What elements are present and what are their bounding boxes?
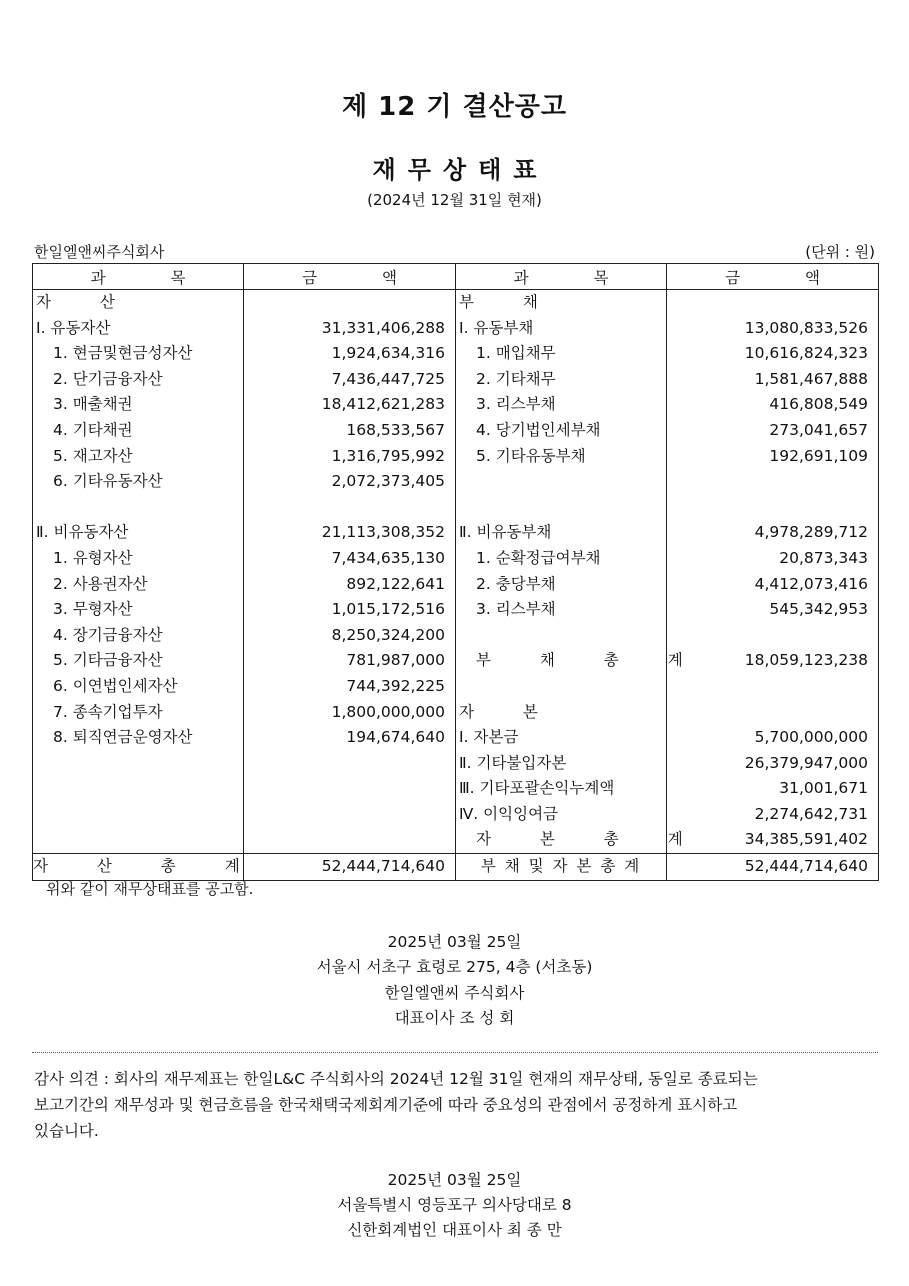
right-amount-cell: 13,080,833,526 xyxy=(667,316,879,342)
left-item-cell: 5. 재고자산 xyxy=(33,444,244,470)
total-liabilities-equity-label: 부 채 및 자 본 총 계 xyxy=(456,854,667,881)
left-item-cell xyxy=(33,827,244,853)
table-row xyxy=(33,751,879,777)
left-item-cell: 7. 종속기업투자 xyxy=(33,700,244,726)
left-item-cell: Ⅱ. 비유동자산 xyxy=(33,520,244,546)
left-item-cell: 4. 장기금융자산 xyxy=(33,623,244,649)
right-item-cell: Ⅱ. 비유동부채 xyxy=(456,520,667,546)
table-row xyxy=(33,546,879,572)
right-amount-cell: 10,616,824,323 xyxy=(667,341,879,367)
left-item-cell: 4. 기타채권 xyxy=(33,418,244,444)
right-amount-cell xyxy=(667,674,879,700)
right-item-cell: Ⅳ. 이익잉여금 xyxy=(456,802,667,828)
left-item-cell: Ⅰ. 유동자산 xyxy=(33,316,244,342)
as-of-date: (2024년 12월 31일 현재) xyxy=(367,191,542,209)
signature-company: 한일엘앤씨 주식회사 xyxy=(384,984,525,1002)
right-amount-cell: 20,873,343 xyxy=(667,546,879,572)
left-amount-cell: 7,434,635,130 xyxy=(244,546,456,572)
total-assets-label: 자 산 총 계 xyxy=(33,854,244,881)
audit-date: 2025년 03월 25일 xyxy=(387,1171,522,1189)
col-header-left-amount: 금 액 xyxy=(244,264,456,290)
left-amount-cell: 781,987,000 xyxy=(244,648,456,674)
left-amount-cell: 1,015,172,516 xyxy=(244,597,456,623)
right-item-cell: 부 채 총 계 xyxy=(456,648,667,674)
table-row xyxy=(33,290,879,316)
left-amount-cell xyxy=(244,827,456,853)
right-item-cell xyxy=(456,674,667,700)
table-header-row xyxy=(33,264,879,290)
table-row xyxy=(33,418,879,444)
right-amount-cell xyxy=(667,623,879,649)
right-item-cell: 5. 기타유동부채 xyxy=(456,444,667,470)
right-item-cell: 1. 순확정급여부채 xyxy=(456,546,667,572)
right-item-cell xyxy=(456,623,667,649)
right-amount-cell: 2,274,642,731 xyxy=(667,802,879,828)
col-header-right-item: 과 목 xyxy=(456,264,667,290)
left-item-cell: 3. 무형자산 xyxy=(33,597,244,623)
left-amount-cell: 21,113,308,352 xyxy=(244,520,456,546)
table-row xyxy=(33,648,879,674)
left-item-cell: 6. 기타유동자산 xyxy=(33,469,244,495)
left-item-cell: 2. 사용권자산 xyxy=(33,572,244,598)
right-amount-cell: 273,041,657 xyxy=(667,418,879,444)
signature-representative: 대표이사 조 성 회 xyxy=(394,1009,515,1027)
company-name: 한일엘앤씨주식회사 xyxy=(34,243,165,261)
left-amount-cell: 18,412,621,283 xyxy=(244,392,456,418)
right-item-cell xyxy=(456,495,667,521)
table-row xyxy=(33,520,879,546)
right-amount-cell: 34,385,591,402 xyxy=(667,827,879,853)
table-row xyxy=(33,469,879,495)
right-amount-cell: 545,342,953 xyxy=(667,597,879,623)
right-amount-cell: 5,700,000,000 xyxy=(667,725,879,751)
table-row xyxy=(33,316,879,342)
left-amount-cell: 1,924,634,316 xyxy=(244,341,456,367)
left-item-cell: 1. 현금및현금성자산 xyxy=(33,341,244,367)
left-item-cell: 자 산 xyxy=(33,290,244,316)
left-item-cell: 2. 단기금융자산 xyxy=(33,367,244,393)
right-item-cell: 3. 리스부채 xyxy=(456,597,667,623)
left-item-cell xyxy=(33,495,244,521)
left-amount-cell xyxy=(244,776,456,802)
left-amount-cell: 2,072,373,405 xyxy=(244,469,456,495)
left-item-cell: 3. 매출채권 xyxy=(33,392,244,418)
left-item-cell xyxy=(33,776,244,802)
table-row xyxy=(33,802,879,828)
signature-date: 2025년 03월 25일 xyxy=(387,933,522,951)
right-amount-cell: 4,978,289,712 xyxy=(667,520,879,546)
right-amount-cell xyxy=(667,700,879,726)
right-item-cell: 2. 기타채무 xyxy=(456,367,667,393)
table-row xyxy=(33,776,879,802)
left-amount-cell: 892,122,641 xyxy=(244,572,456,598)
table-row xyxy=(33,367,879,393)
auditor-firm: 신한회계법인 대표이사 최 종 만 xyxy=(347,1221,562,1239)
right-item-cell: 1. 매입채무 xyxy=(456,341,667,367)
total-assets-amount: 52,444,714,640 xyxy=(244,854,456,881)
right-amount-cell: 192,691,109 xyxy=(667,444,879,470)
audit-opinion-line: 감사 의견 : 회사의 재무제표는 한일L&C 주식회사의 2024년 12월 31일 현재의 재무상태, 동일로 종료되는 xyxy=(34,1070,758,1088)
right-item-cell xyxy=(456,469,667,495)
right-item-cell: 자 본 xyxy=(456,700,667,726)
right-item-cell: Ⅲ. 기타포괄손익누계액 xyxy=(456,776,667,802)
auditor-address: 서울특별시 영등포구 의사당대로 8 xyxy=(337,1196,572,1214)
left-amount-cell xyxy=(244,495,456,521)
table-row xyxy=(33,597,879,623)
right-amount-cell: 31,001,671 xyxy=(667,776,879,802)
left-item-cell: 6. 이연법인세자산 xyxy=(33,674,244,700)
right-item-cell: 4. 당기법인세부채 xyxy=(456,418,667,444)
total-row xyxy=(33,854,879,881)
left-amount-cell xyxy=(244,751,456,777)
left-amount-cell xyxy=(244,802,456,828)
left-amount-cell: 1,316,795,992 xyxy=(244,444,456,470)
right-amount-cell: 26,379,947,000 xyxy=(667,751,879,777)
col-header-left-item: 과 목 xyxy=(33,264,244,290)
right-amount-cell: 1,581,467,888 xyxy=(667,367,879,393)
table-row xyxy=(33,495,879,521)
closing-statement: 위와 같이 재무상태표를 공고함. xyxy=(46,880,254,898)
right-amount-cell xyxy=(667,495,879,521)
left-amount-cell: 1,800,000,000 xyxy=(244,700,456,726)
left-item-cell xyxy=(33,751,244,777)
table-row xyxy=(33,623,879,649)
right-item-cell: Ⅰ. 자본금 xyxy=(456,725,667,751)
audit-opinion-line: 있습니다. xyxy=(34,1122,99,1140)
right-item-cell: 2. 충당부채 xyxy=(456,572,667,598)
table-row xyxy=(33,341,879,367)
left-amount-cell: 7,436,447,725 xyxy=(244,367,456,393)
page-title: 제 12 기 결산공고 xyxy=(341,92,568,122)
table-row xyxy=(33,572,879,598)
left-amount-cell: 194,674,640 xyxy=(244,725,456,751)
unit-label: (단위 : 원) xyxy=(805,243,875,261)
audit-opinion xyxy=(34,1066,874,1144)
statement-title: 재무상태표 xyxy=(372,156,549,184)
col-header-right-amount: 금 액 xyxy=(667,264,879,290)
left-item-cell: 5. 기타금융자산 xyxy=(33,648,244,674)
right-item-cell: 부 채 xyxy=(456,290,667,316)
table-row xyxy=(33,444,879,470)
left-item-cell xyxy=(33,802,244,828)
right-item-cell: Ⅱ. 기타불입자본 xyxy=(456,751,667,777)
right-amount-cell: 416,808,549 xyxy=(667,392,879,418)
left-item-cell: 8. 퇴직연금운영자산 xyxy=(33,725,244,751)
right-amount-cell xyxy=(667,469,879,495)
table-row xyxy=(33,700,879,726)
left-item-cell: 1. 유형자산 xyxy=(33,546,244,572)
total-liabilities-equity-amount: 52,444,714,640 xyxy=(667,854,879,881)
right-item-cell: Ⅰ. 유동부채 xyxy=(456,316,667,342)
dotted-divider xyxy=(32,1052,878,1053)
right-item-cell: 3. 리스부채 xyxy=(456,392,667,418)
left-amount-cell xyxy=(244,290,456,316)
table-row xyxy=(33,392,879,418)
audit-opinion-line: 보고기간의 재무성과 및 현금흐름을 한국채택국제회계기준에 따라 중요성의 관점에서 공정하게 표시하고 xyxy=(34,1096,738,1114)
left-amount-cell: 31,331,406,288 xyxy=(244,316,456,342)
table-row xyxy=(33,827,879,853)
left-amount-cell: 8,250,324,200 xyxy=(244,623,456,649)
signature-address: 서울시 서초구 효령로 275, 4층 (서초동) xyxy=(316,958,593,976)
right-amount-cell xyxy=(667,290,879,316)
table-row xyxy=(33,725,879,751)
right-item-cell: 자 본 총 계 xyxy=(456,827,667,853)
balance-sheet-table xyxy=(32,263,879,881)
right-amount-cell: 4,412,073,416 xyxy=(667,572,879,598)
right-amount-cell: 18,059,123,238 xyxy=(667,648,879,674)
table-row xyxy=(33,674,879,700)
left-amount-cell: 168,533,567 xyxy=(244,418,456,444)
left-amount-cell: 744,392,225 xyxy=(244,674,456,700)
